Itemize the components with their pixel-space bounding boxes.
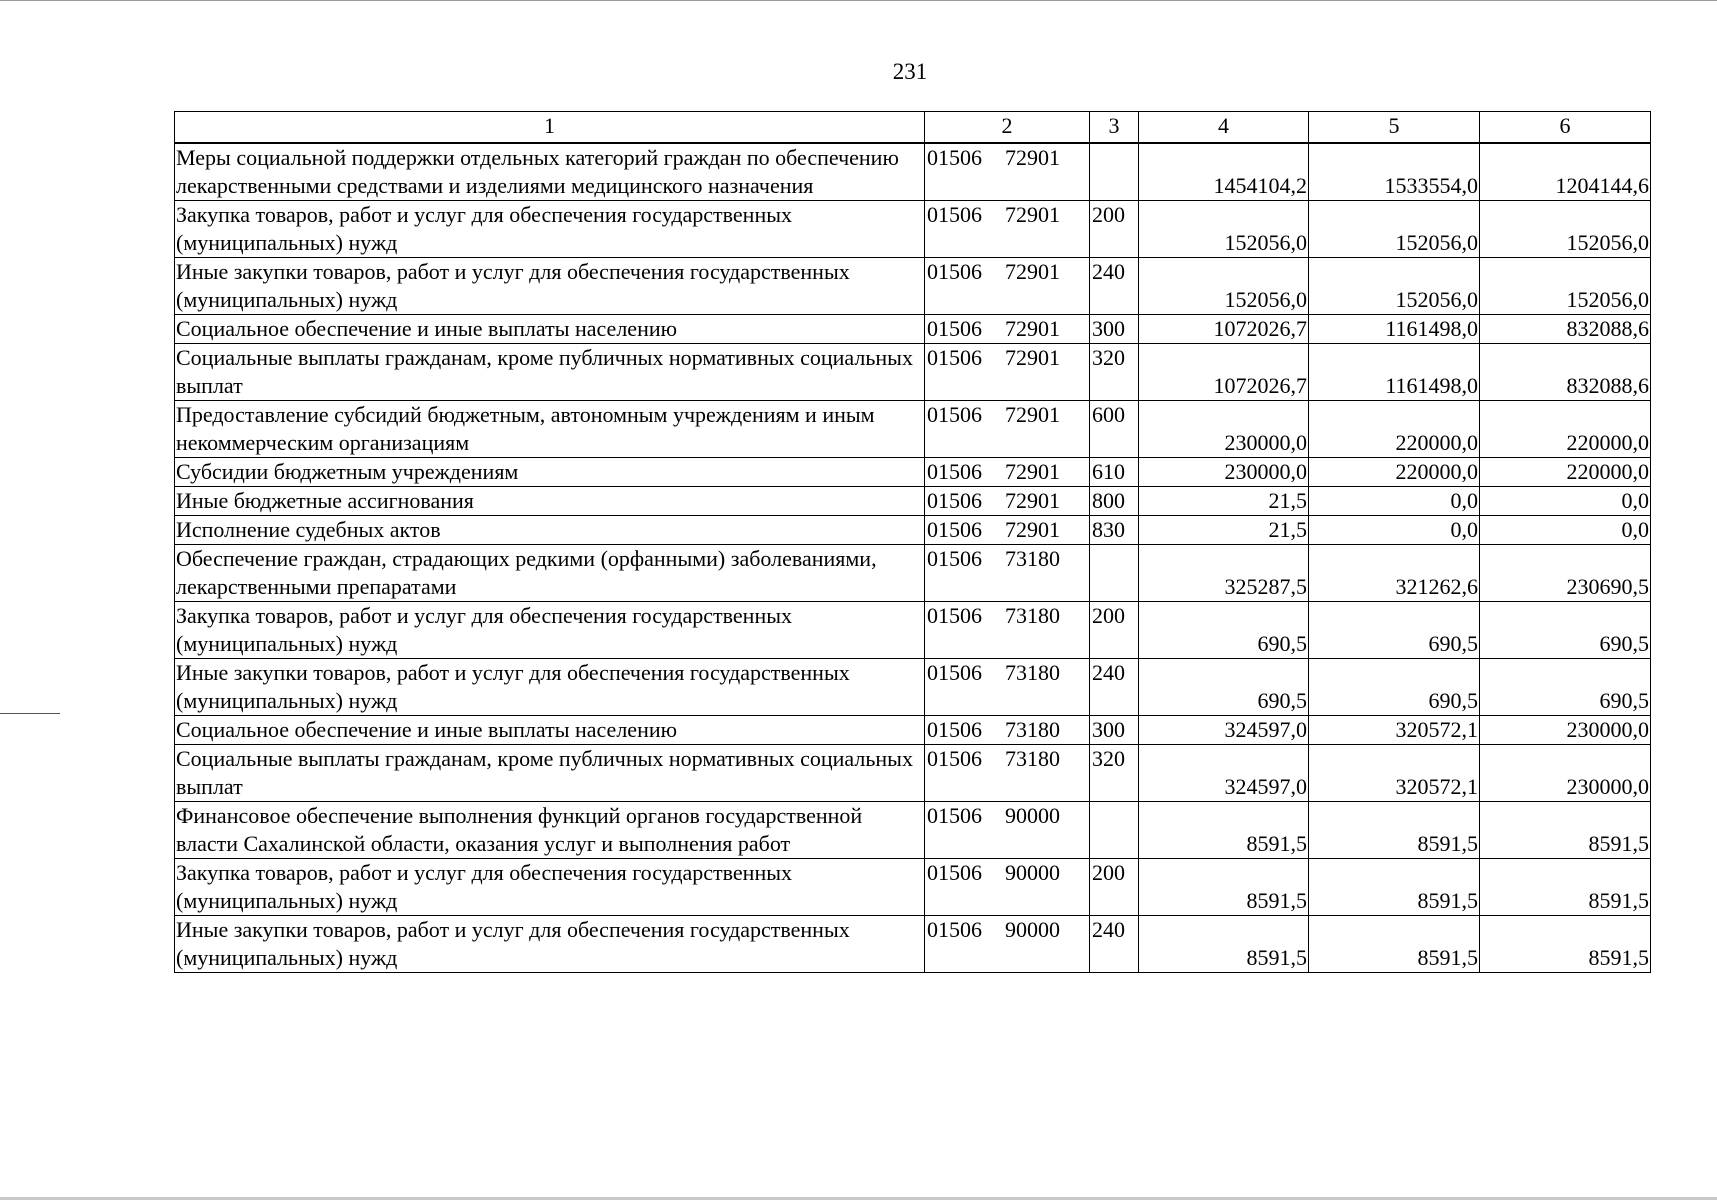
row-code-cell [925, 745, 1090, 802]
row-name-cell: Иные бюджетные ассигнования [175, 487, 925, 516]
row-name-cell: Закупка товаров, работ и услуг для обеспечения государственных (муниципальных) нужд [175, 602, 925, 659]
column-header-5: 5 [1309, 112, 1480, 144]
row-code-cell [925, 602, 1090, 659]
row-value-col6: 230690,5 [1480, 545, 1651, 602]
header-row [175, 112, 1651, 144]
row-value-col5: 8591,5 [1309, 802, 1480, 859]
program-code: 01506 [927, 917, 982, 942]
row-value-col5: 0,0 [1309, 487, 1480, 516]
row-code-cell [925, 401, 1090, 458]
direction-code: 72901 [1005, 202, 1060, 227]
row-value-col5: 690,5 [1309, 659, 1480, 716]
direction-code: 90000 [1005, 860, 1060, 885]
row-value-col4: 8591,5 [1139, 916, 1309, 973]
program-code: 01506 [927, 459, 982, 484]
table-header [175, 112, 1651, 144]
direction-code: 90000 [1005, 803, 1060, 828]
row-value-col5: 1161498,0 [1309, 344, 1480, 401]
row-code-cell [925, 916, 1090, 973]
direction-code: 72901 [1005, 402, 1060, 427]
direction-code: 90000 [1005, 917, 1060, 942]
row-expense-type-cell [1090, 545, 1139, 602]
row-value-col4: 21,5 [1139, 487, 1309, 516]
row-expense-type-cell: 300 [1090, 716, 1139, 745]
row-code-cell [925, 802, 1090, 859]
row-value-col5: 152056,0 [1309, 201, 1480, 258]
row-expense-type-cell: 800 [1090, 487, 1139, 516]
row-code-cell [925, 545, 1090, 602]
row-expense-type-cell: 240 [1090, 258, 1139, 315]
row-code-cell [925, 659, 1090, 716]
table-row [175, 745, 1651, 802]
row-value-col4: 21,5 [1139, 516, 1309, 545]
row-expense-type-cell: 610 [1090, 458, 1139, 487]
direction-code: 73180 [1005, 603, 1060, 628]
scan-edge-top [0, 0, 1717, 1]
row-name-cell: Финансовое обеспечение выполнения функций органов государственной власти Сахалинской области, оказания услуг и выполнения работ [175, 802, 925, 859]
row-name-cell: Социальные выплаты гражданам, кроме публичных нормативных социальных выплат [175, 344, 925, 401]
program-code: 01506 [927, 660, 982, 685]
direction-code: 73180 [1005, 546, 1060, 571]
direction-code: 73180 [1005, 717, 1060, 742]
direction-code: 72901 [1005, 488, 1060, 513]
table-row [175, 258, 1651, 315]
table-row [175, 516, 1651, 545]
row-code-cell [925, 143, 1090, 201]
program-code: 01506 [927, 546, 982, 571]
row-value-col6: 0,0 [1480, 516, 1651, 545]
program-code: 01506 [927, 488, 982, 513]
row-value-col6: 220000,0 [1480, 458, 1651, 487]
program-code: 01506 [927, 717, 982, 742]
direction-code: 72901 [1005, 345, 1060, 370]
table-row [175, 545, 1651, 602]
row-value-col5: 8591,5 [1309, 859, 1480, 916]
row-name-cell: Предоставление субсидий бюджетным, автономным учреждениям и иным некоммерческим организациям [175, 401, 925, 458]
table-row [175, 659, 1651, 716]
row-name-cell: Меры социальной поддержки отдельных категорий граждан по обеспечению лекарственными средствами и изделиями медицинского назначения [175, 143, 925, 201]
column-header-6: 6 [1480, 112, 1651, 144]
row-expense-type-cell: 200 [1090, 859, 1139, 916]
row-value-col4: 1454104,2 [1139, 143, 1309, 201]
row-expense-type-cell: 320 [1090, 745, 1139, 802]
table-row [175, 201, 1651, 258]
row-code-cell [925, 258, 1090, 315]
program-code: 01506 [927, 860, 982, 885]
table-row [175, 916, 1651, 973]
column-header-4: 4 [1139, 112, 1309, 144]
row-value-col5: 8591,5 [1309, 916, 1480, 973]
row-name-cell: Субсидии бюджетным учреждениям [175, 458, 925, 487]
row-value-col4: 230000,0 [1139, 401, 1309, 458]
row-value-col6: 230000,0 [1480, 716, 1651, 745]
program-code: 01506 [927, 517, 982, 542]
direction-code: 72901 [1005, 517, 1060, 542]
row-expense-type-cell: 200 [1090, 201, 1139, 258]
program-code: 01506 [927, 803, 982, 828]
row-name-cell: Закупка товаров, работ и услуг для обеспечения государственных (муниципальных) нужд [175, 859, 925, 916]
row-value-col6: 690,5 [1480, 659, 1651, 716]
program-code: 01506 [927, 345, 982, 370]
row-value-col5: 321262,6 [1309, 545, 1480, 602]
direction-code: 72901 [1005, 459, 1060, 484]
row-expense-type-cell: 240 [1090, 916, 1139, 973]
table-row [175, 344, 1651, 401]
row-code-cell [925, 315, 1090, 344]
row-value-col6: 690,5 [1480, 602, 1651, 659]
direction-code: 72901 [1005, 145, 1060, 170]
row-value-col6: 152056,0 [1480, 258, 1651, 315]
program-code: 01506 [927, 202, 982, 227]
row-name-cell: Социальное обеспечение и иные выплаты населению [175, 315, 925, 344]
row-value-col5: 0,0 [1309, 516, 1480, 545]
direction-code: 72901 [1005, 259, 1060, 284]
row-value-col4: 8591,5 [1139, 859, 1309, 916]
budget-table [174, 111, 1651, 973]
row-value-col6: 0,0 [1480, 487, 1651, 516]
row-name-cell: Социальные выплаты гражданам, кроме публичных нормативных социальных выплат [175, 745, 925, 802]
row-expense-type-cell [1090, 143, 1139, 201]
scan-artifact-dash [0, 713, 60, 714]
row-value-col6: 1204144,6 [1480, 143, 1651, 201]
table-row [175, 716, 1651, 745]
row-expense-type-cell: 600 [1090, 401, 1139, 458]
row-code-cell [925, 201, 1090, 258]
program-code: 01506 [927, 316, 982, 341]
table-row [175, 859, 1651, 916]
row-value-col6: 220000,0 [1480, 401, 1651, 458]
direction-code: 72901 [1005, 316, 1060, 341]
page-number: 231 [892, 59, 928, 84]
table-row [175, 487, 1651, 516]
row-value-col5: 220000,0 [1309, 458, 1480, 487]
table-row [175, 802, 1651, 859]
row-value-col6: 8591,5 [1480, 859, 1651, 916]
row-value-col6: 832088,6 [1480, 315, 1651, 344]
row-expense-type-cell [1090, 802, 1139, 859]
row-code-cell [925, 487, 1090, 516]
row-expense-type-cell: 240 [1090, 659, 1139, 716]
row-expense-type-cell: 300 [1090, 315, 1139, 344]
row-code-cell [925, 716, 1090, 745]
direction-code: 73180 [1005, 660, 1060, 685]
row-name-cell: Социальное обеспечение и иные выплаты населению [175, 716, 925, 745]
column-header-1: 1 [175, 112, 925, 144]
program-code: 01506 [927, 145, 982, 170]
row-code-cell [925, 516, 1090, 545]
column-header-2: 2 [925, 112, 1090, 144]
row-value-col6: 152056,0 [1480, 201, 1651, 258]
row-value-col5: 1161498,0 [1309, 315, 1480, 344]
row-value-col5: 1533554,0 [1309, 143, 1480, 201]
table-row [175, 143, 1651, 201]
row-value-col6: 8591,5 [1480, 916, 1651, 973]
row-value-col4: 230000,0 [1139, 458, 1309, 487]
direction-code: 73180 [1005, 746, 1060, 771]
row-value-col4: 324597,0 [1139, 716, 1309, 745]
row-value-col6: 230000,0 [1480, 745, 1651, 802]
row-value-col5: 320572,1 [1309, 716, 1480, 745]
row-name-cell: Иные закупки товаров, работ и услуг для обеспечения государственных (муниципальных) нужд [175, 659, 925, 716]
row-name-cell: Исполнение судебных актов [175, 516, 925, 545]
row-code-cell [925, 458, 1090, 487]
row-value-col5: 320572,1 [1309, 745, 1480, 802]
row-value-col4: 152056,0 [1139, 201, 1309, 258]
row-expense-type-cell: 200 [1090, 602, 1139, 659]
table-row [175, 458, 1651, 487]
row-code-cell [925, 344, 1090, 401]
row-value-col4: 152056,0 [1139, 258, 1309, 315]
row-value-col4: 8591,5 [1139, 802, 1309, 859]
row-value-col5: 220000,0 [1309, 401, 1480, 458]
row-value-col6: 8591,5 [1480, 802, 1651, 859]
row-name-cell: Закупка товаров, работ и услуг для обеспечения государственных (муниципальных) нужд [175, 201, 925, 258]
row-value-col4: 690,5 [1139, 602, 1309, 659]
row-expense-type-cell: 830 [1090, 516, 1139, 545]
row-value-col5: 690,5 [1309, 602, 1480, 659]
row-name-cell: Иные закупки товаров, работ и услуг для обеспечения государственных (муниципальных) нужд [175, 916, 925, 973]
table-body [175, 143, 1651, 973]
table-row [175, 315, 1651, 344]
column-header-3: 3 [1090, 112, 1139, 144]
table-row [175, 602, 1651, 659]
row-value-col4: 690,5 [1139, 659, 1309, 716]
row-value-col4: 325287,5 [1139, 545, 1309, 602]
row-value-col5: 152056,0 [1309, 258, 1480, 315]
program-code: 01506 [927, 259, 982, 284]
row-name-cell: Обеспечение граждан, страдающих редкими (орфанными) заболеваниями, лекарственными препаратами [175, 545, 925, 602]
row-name-cell: Иные закупки товаров, работ и услуг для обеспечения государственных (муниципальных) нужд [175, 258, 925, 315]
table-row [175, 401, 1651, 458]
row-value-col4: 1072026,7 [1139, 315, 1309, 344]
row-value-col6: 832088,6 [1480, 344, 1651, 401]
row-value-col4: 324597,0 [1139, 745, 1309, 802]
program-code: 01506 [927, 402, 982, 427]
program-code: 01506 [927, 746, 982, 771]
row-expense-type-cell: 320 [1090, 344, 1139, 401]
row-code-cell [925, 859, 1090, 916]
row-value-col4: 1072026,7 [1139, 344, 1309, 401]
program-code: 01506 [927, 603, 982, 628]
